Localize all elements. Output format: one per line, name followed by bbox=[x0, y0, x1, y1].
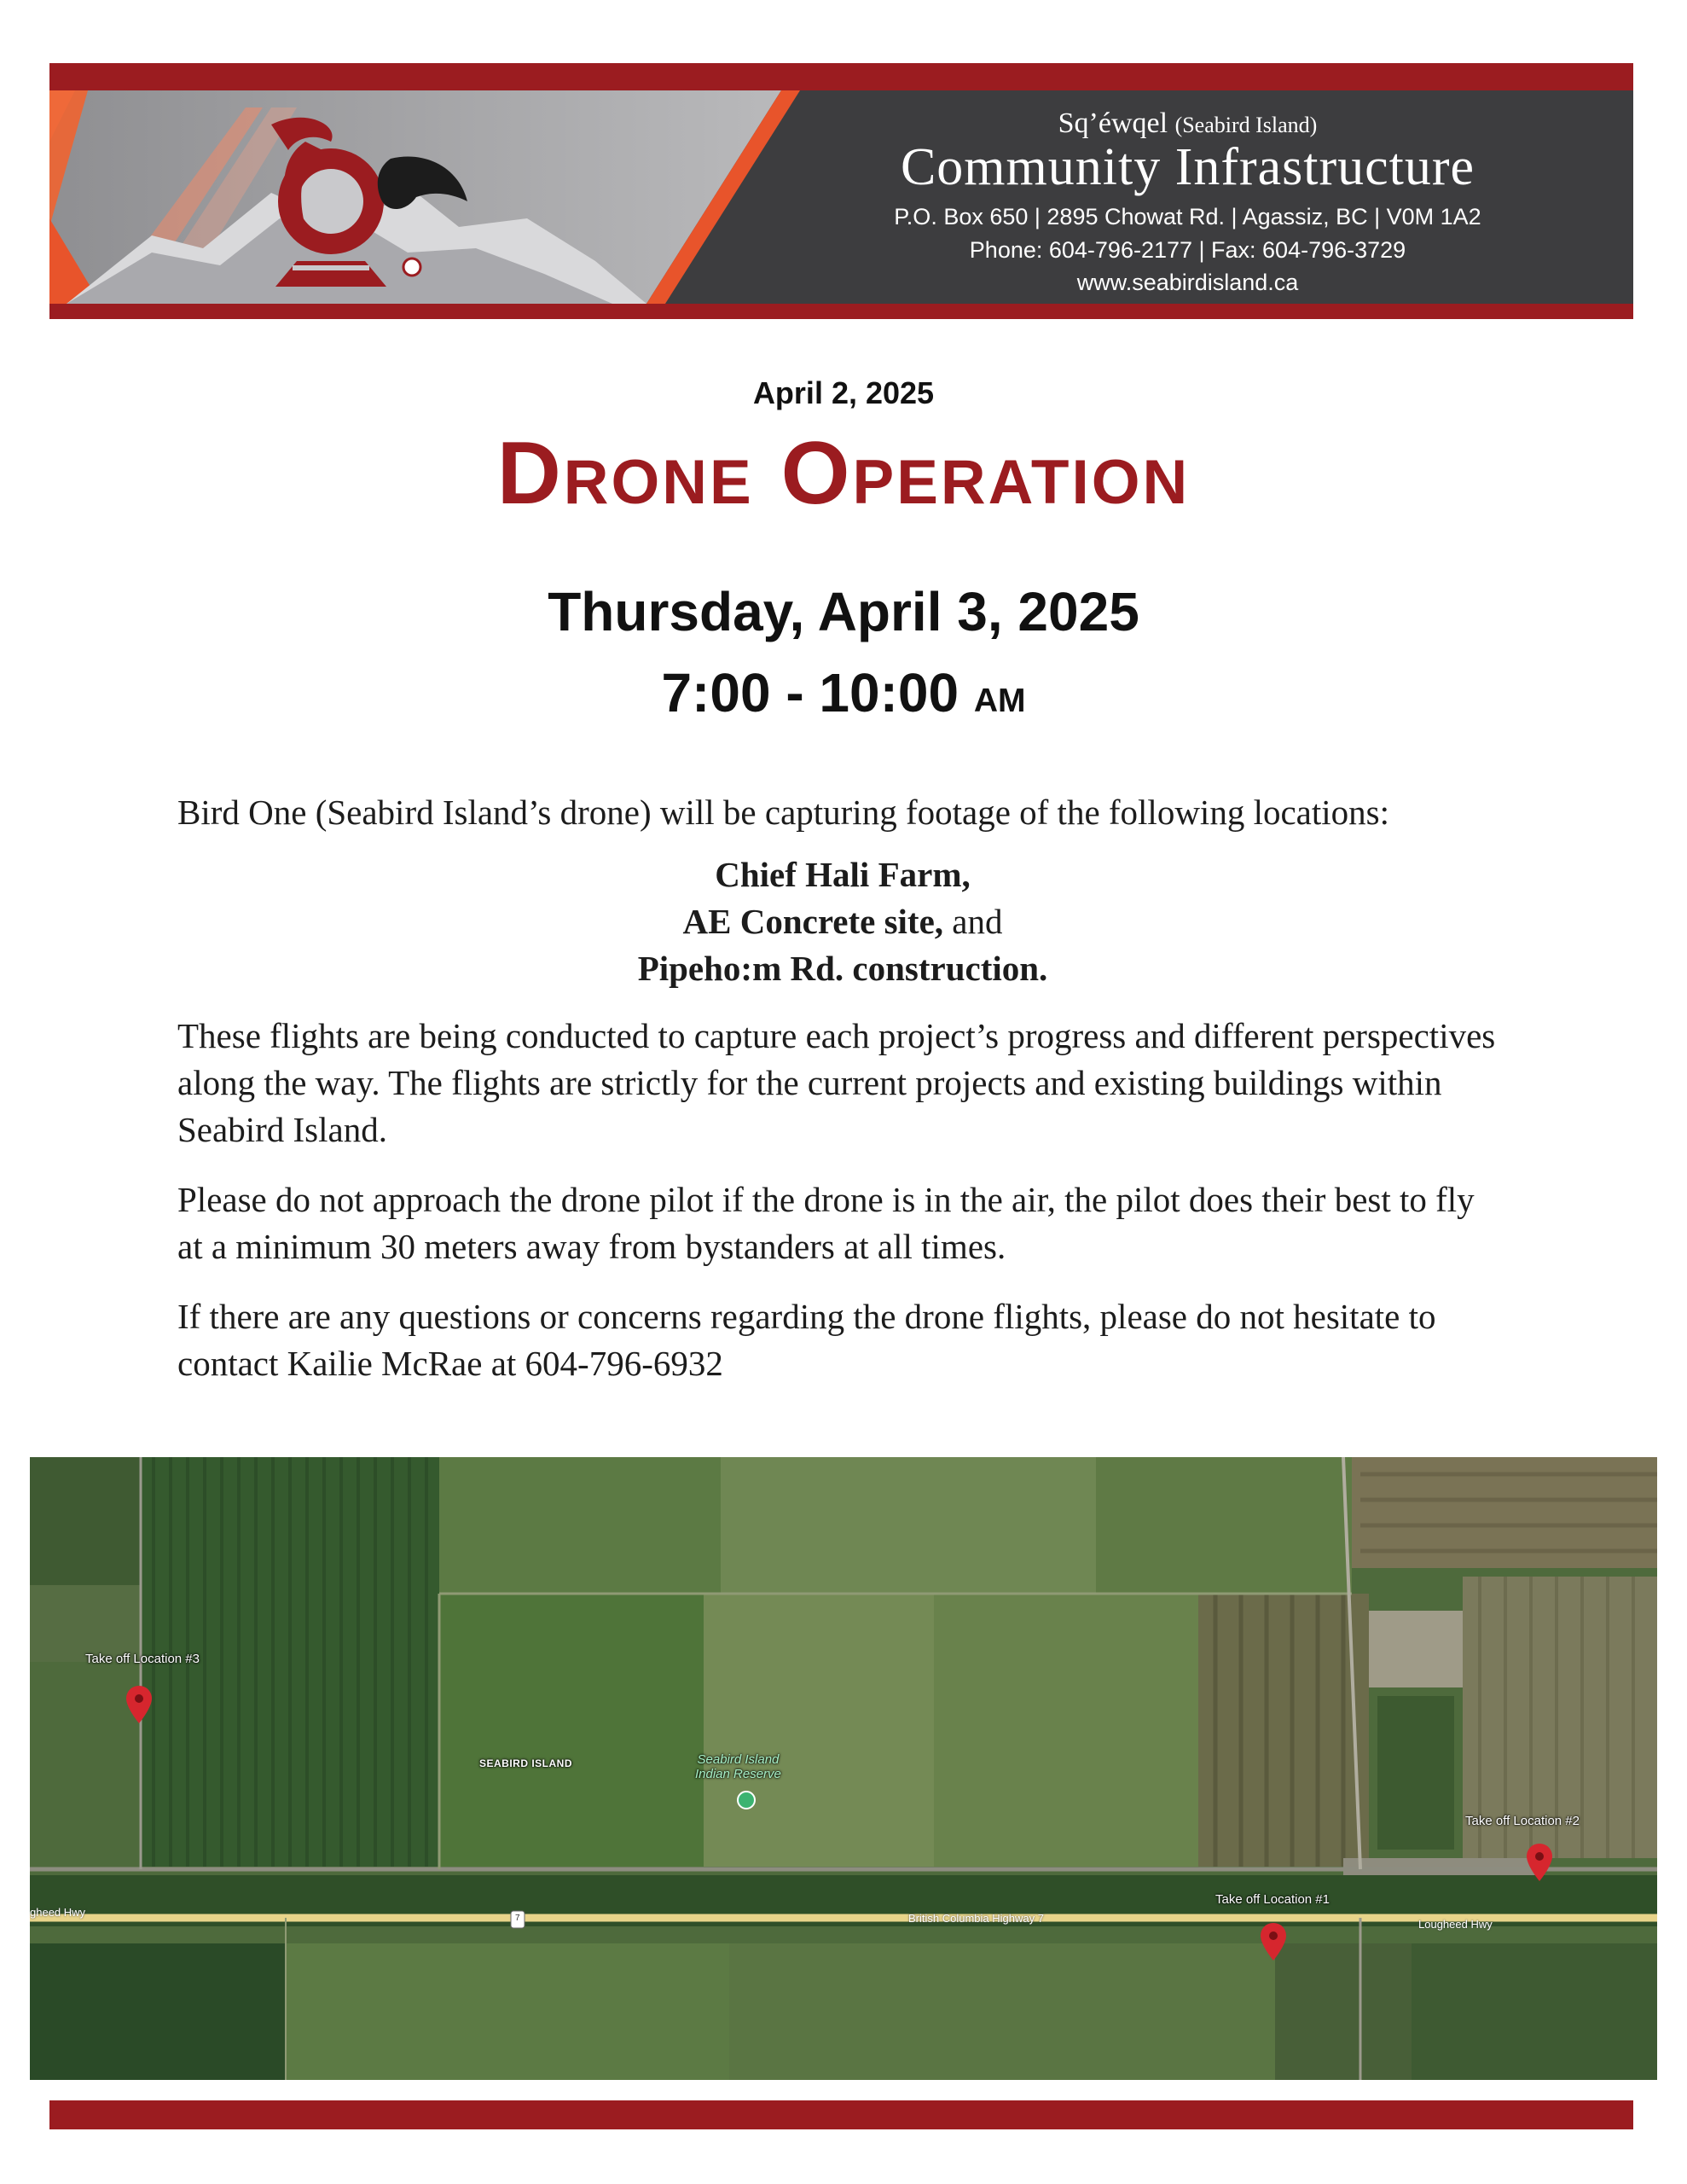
satellite-map-image bbox=[30, 1457, 1657, 2080]
map-pin-label-location-3: Take off Location #3 bbox=[85, 1652, 200, 1666]
notice-body bbox=[177, 789, 1508, 1410]
event-date: Thursday, April 3, 2025 bbox=[548, 581, 1139, 642]
location-item bbox=[177, 851, 1508, 898]
organization-name bbox=[802, 107, 1574, 140]
contact-paragraph: If there are any questions or concerns regarding the drone flights, please do not hesitate to contact Kailie McRae at 604-796-6932 bbox=[177, 1297, 1436, 1383]
map-reserve-label bbox=[695, 1752, 781, 1781]
organization-name-subtitle: (Seabird Island) bbox=[1174, 113, 1318, 137]
map-reserve-label-line: Seabird Island bbox=[697, 1752, 780, 1767]
location-list bbox=[177, 851, 1508, 992]
organization-website[interactable]: www.seabirdisland.ca bbox=[1076, 270, 1299, 295]
map-pin-icon[interactable] bbox=[1261, 1923, 1286, 1960]
location-name: Chief Hali Farm, bbox=[715, 855, 971, 894]
letterhead-artwork bbox=[49, 90, 834, 304]
map-highway-label-middle: British Columbia Highway 7 bbox=[908, 1912, 1044, 1925]
location-suffix: and bbox=[943, 902, 1003, 941]
map-place-label: SEABIRD ISLAND bbox=[479, 1757, 573, 1769]
map-highway-label-right: Lougheed Hwy bbox=[1418, 1918, 1493, 1931]
location-name: AE Concrete site, bbox=[682, 902, 944, 941]
satellite-map bbox=[30, 1457, 1657, 2080]
purpose-paragraph: These flights are being conducted to capture each project’s progress and different perspectives along the way. The flights are strictly for the current projects and existing buildings within Seabird Island. bbox=[177, 1016, 1496, 1149]
notice-issue-date: April 2, 2025 bbox=[752, 375, 935, 410]
map-pin-label-location-2: Take off Location #2 bbox=[1465, 1814, 1580, 1828]
map-reserve-label-line: Indian Reserve bbox=[695, 1767, 781, 1781]
organization-address: P.O. Box 650 | 2895 Chowat Rd. | Agassiz, BC | V0M 1A2 bbox=[894, 204, 1481, 229]
map-highway-label-left: gheed Hwy bbox=[30, 1906, 86, 1919]
organization-phone-fax: Phone: 604-796-2177 | Fax: 604-796-3729 bbox=[969, 237, 1406, 263]
safety-paragraph: Please do not approach the drone pilot if the drone is in the air, the pilot does their best to fly at a minimum 30 meters away from bystanders at all times. bbox=[177, 1180, 1475, 1266]
event-time bbox=[0, 661, 1687, 724]
footer-bar bbox=[49, 2100, 1633, 2129]
notice-title: Drone Operation bbox=[496, 424, 1191, 523]
event-time-period: am bbox=[973, 668, 1026, 722]
location-name: Pipeho:m Rd. construction. bbox=[637, 949, 1048, 988]
map-pin-icon[interactable] bbox=[1527, 1844, 1552, 1881]
map-highway-shield: 7 bbox=[515, 1914, 520, 1923]
department-title: Community Infrastructure bbox=[900, 138, 1475, 196]
letterhead-bottom-bar bbox=[49, 304, 1633, 319]
map-pin-label-location-1: Take off Location #1 bbox=[1215, 1892, 1330, 1907]
letterhead-text bbox=[802, 90, 1574, 304]
organization-name-text: Sq’éwqel bbox=[1058, 107, 1168, 139]
letterhead-top-bar bbox=[49, 63, 1633, 90]
event-time-range: 7:00 - 10:00 bbox=[661, 662, 959, 723]
map-pin-icon[interactable] bbox=[126, 1686, 152, 1723]
location-item bbox=[177, 898, 1508, 945]
location-item bbox=[177, 945, 1508, 992]
intro-paragraph: Bird One (Seabird Island’s drone) will be capturing footage of the following locations: bbox=[177, 793, 1389, 832]
